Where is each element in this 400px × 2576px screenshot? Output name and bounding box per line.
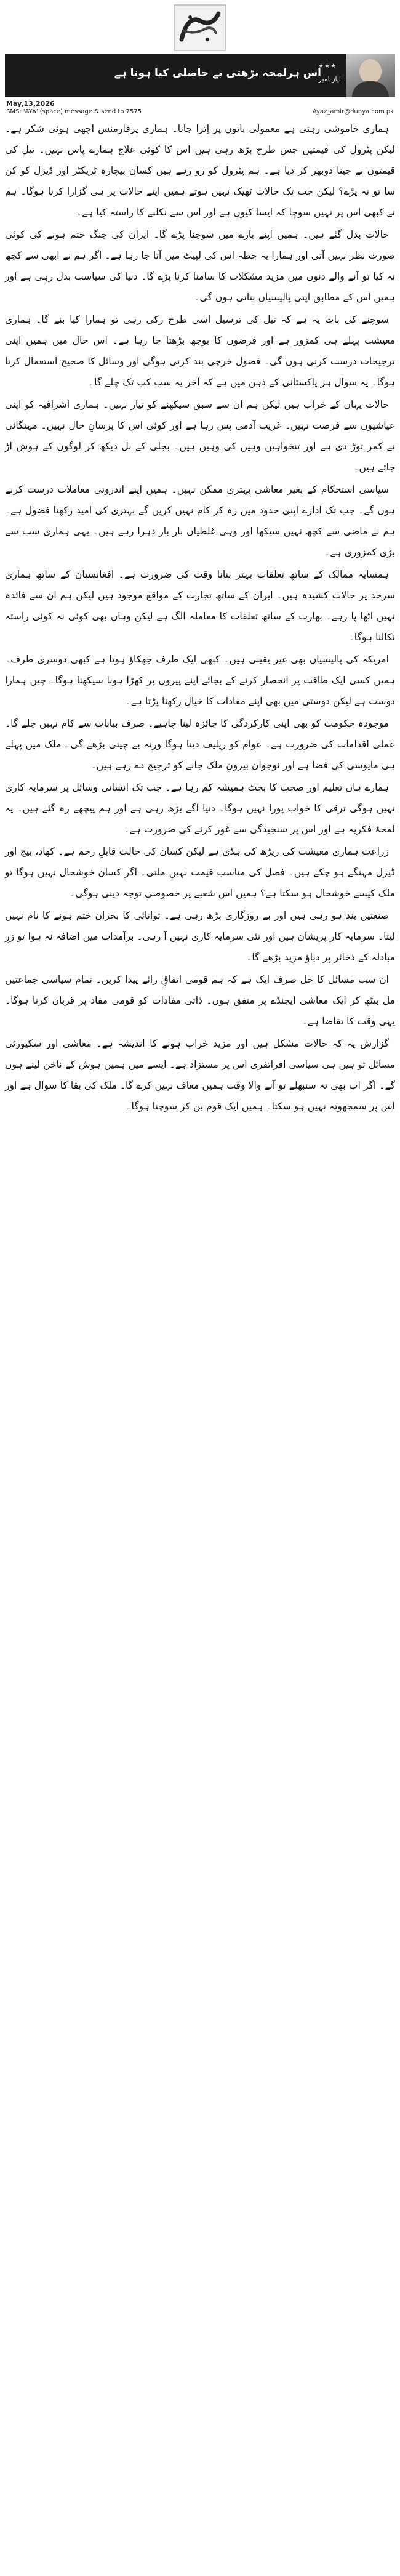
sms-instructions: SMS: 'AYA' (space) message & send to 7575 (6, 108, 142, 115)
rating-stars: ★★★ (318, 63, 337, 70)
author-name: ایاز امیر (318, 75, 341, 83)
article-paragraph: امریکہ کی پالیسیاں بھی غیر یقینی ہیں۔ کبھی ایک طرف جھکاؤ ہوتا ہے کبھی دوسری طرف۔ ہمیں کسی ایک طاقت پر انحصار کرنے کے بجائے اپنے پیروں پر کھڑا ہونا سیکھنا ہوگا۔ چین ہمارا دوست ہے لیکن دوستی میں بھی اپنے مفادات کا خیال رکھنا پڑتا ہے۔ (5, 654, 395, 707)
meta-row (5, 99, 395, 117)
article-paragraph: سیاسی استحکام کے بغیر معاشی بہتری ممکن نہیں۔ ہمیں اپنے اندرونی معاملات درست کرنے ہوں گے۔ جب تک ادارے اپنی حدود میں رہ کر کام نہیں کریں گے بہتری کی امید رکھنا فضول ہے۔ ہم نے ماضی سے کچھ نہیں سیکھا اور وہی غلطیاں بار بار دہرا رہے ہیں۔ یہی ہماری سب سے بڑی کمزوری ہے۔ (5, 484, 395, 558)
article-body (5, 118, 395, 1118)
article-paragraph: حالات بدل گئے ہیں۔ ہمیں اپنے بارے میں سوچنا پڑے گا۔ ایران کی جنگ ختم ہونے کی کوئی صورت نظر نہیں آتی اور ہمارا یہ خطہ اس کی لپیٹ میں آتا جا رہا ہے۔ اگر ہم نے ابھی سے کچھ نہ کیا تو آنے والے دنوں میں مزید مشکلات کا سامنا کرنا پڑے گا۔ دنیا کی سیاست بدل رہی ہے اور ہمیں اس کے مطابق اپنی پالیسیاں بنانی ہوں گی۔ (5, 229, 395, 303)
article-paragraph: گزارش یہ کہ حالات مشکل ہیں اور مزید خراب ہونے کا اندیشہ ہے۔ معاشی اور سکیورٹی مسائل تو ہیں ہی سیاسی افراتفری اس پر مستزاد ہے۔ ایسے میں ہمیں ہوش کے ناخن لینے ہوں گے۔ اگر اب بھی نہ سنبھلے تو آنے والا وقت ہمیں معاف نہیں کرے گا۔ ملک کی بقا کا سوال ہے اور اس پر سمجھوتہ نہیں ہو سکتا۔ ہمیں ایک قوم بن کر سوچنا ہوگا۔ (5, 1038, 395, 1112)
masthead (0, 0, 400, 55)
article-paragraph: ہمسایہ ممالک کے ساتھ تعلقات بہتر بنانا وقت کی ضرورت ہے۔ افغانستان کے ساتھ ہماری سرحد پر حالات کشیدہ ہیں۔ ایران کے ساتھ تجارت کے مواقع موجود ہیں لیکن ہم ان سے فائدہ نہیں اٹھا پا رہے۔ بھارت کے ساتھ تعلقات کا معاملہ الگ ہے لیکن وہاں بھی کوئی نہ کوئی راستہ نکالنا ہوگا۔ (5, 569, 395, 643)
author-photo (346, 54, 395, 97)
column-title: اس ہرلمحہ بڑھتی بے حاصلی کیا ہونا ہے (114, 67, 321, 79)
article-paragraph: زراعت ہماری معیشت کی ریڑھ کی ہڈی ہے لیکن کسان کی حالت قابلِ رحم ہے۔ کھاد، بیج اور ڈیزل مہنگے ہو چکے ہیں۔ فصل کی مناسب قیمت نہیں ملتی۔ اگر کسان خوشحال نہیں ہوگا تو ملک کیسے خوشحال ہو سکتا ہے؟ ہمیں اس شعبے پر خصوصی توجہ دینی ہوگی۔ (5, 846, 395, 899)
newspaper-logo (169, 2, 231, 53)
article-paragraph: ہمارے ہاں تعلیم اور صحت کا بجٹ ہمیشہ کم رہا ہے۔ جب تک انسانی وسائل پر سرمایہ کاری نہیں ہوگی ترقی کا خواب پورا نہیں ہوگا۔ دنیا آگے بڑھ رہی ہے اور ہم پیچھے رہ گئے ہیں۔ یہ لمحۂ فکریہ ہے اور اس پر سنجیدگی سے غور کرنے کی ضرورت ہے۔ (5, 782, 395, 835)
article-paragraph: صنعتیں بند ہو رہی ہیں اور بے روزگاری بڑھ رہی ہے۔ توانائی کا بحران ختم ہونے کا نام نہیں لیتا۔ سرمایہ کار پریشان ہیں اور نئی سرمایہ کاری نہیں آ رہی۔ برآمدات میں اضافہ نہ ہوا تو زرِ مبادلہ کے ذخائر پر دباؤ مزید بڑھے گا۔ (5, 910, 395, 963)
publish-date: May,13,2026 (6, 100, 55, 108)
author-photo-head (359, 59, 382, 84)
author-photo-body (352, 81, 389, 97)
article-paragraph: موجودہ حکومت کو بھی اپنی کارکردگی کا جائزہ لینا چاہیے۔ صرف بیانات سے کام نہیں چلے گا۔ عملی اقدامات کی ضرورت ہے۔ عوام کو ریلیف دینا ہوگا ورنہ بے چینی بڑھے گی۔ ملک میں پہلے ہی مایوسی کی فضا ہے اور نوجوان بیرونِ ملک جانے کو ترجیح دے رہے ہیں۔ (5, 718, 395, 771)
article-paragraph: حالات یہاں کے خراب ہیں لیکن ہم ان سے سبق سیکھنے کو تیار نہیں۔ ہماری اشرافیہ کو اپنی عیاشیوں سے فرصت نہیں۔ غریب آدمی پس رہا ہے اور کوئی اس کا پرسانِ حال نہیں۔ مہنگائی نے کمر توڑ دی ہے اور تنخواہیں وہیں کی وہیں ہیں۔ بجلی کے بل دیکھ کر لوگوں کے ہوش اڑ جاتے ہیں۔ (5, 399, 395, 473)
article-paragraph: ہماری خاموشی رہتی ہے معمولی باتوں پر اِترا جانا۔ ہماری پرفارمنس اچھی ہوئی شکر ہے۔ لیکن پٹرول کی قیمتیں جس طرح بڑھ رہی ہیں اس کا کوئی علاج ہمارے پاس نہیں۔ تیل کی قیمتوں نے جینا دوبھر کر دیا ہے۔ ہم پٹرول کو رو رہے ہیں کسان بیچارہ ٹریکٹر اور ڈیزل کو کن سا تو نہ پڑے؟ لیکن جب تک حالات ٹھیک نہیں ہوتے ہمیں اپنے حالات پر ہی گزارا کرنا ہوگا۔ ہم نے کبھی اس پر نہیں سوچا کہ ایسا کیوں ہے اور اس سے نکلنے کا راستہ کیا ہے۔ (5, 123, 395, 218)
byline-header (5, 54, 395, 97)
article-paragraph: ان سب مسائل کا حل صرف ایک ہے کہ ہم قومی اتفاقِ رائے پیدا کریں۔ تمام سیاسی جماعتیں مل بیٹھ کر ایک معاشی ایجنڈے پر متفق ہوں۔ ذاتی مفادات کو قومی مفاد پر قربان کرنا ہوگا۔ یہی وقت کا تقاضا ہے۔ (5, 974, 395, 1027)
author-email[interactable]: Ayaz_amir@dunya.com.pk (312, 108, 394, 115)
article-paragraph: سوچنے کی بات یہ ہے کہ تیل کی ترسیل اسی طرح رکی رہی تو ہمارا کیا بنے گا۔ ہماری معیشت پہلے ہی کمزور ہے اور قرضوں کا بوجھ بڑھتا جا رہا ہے۔ اس حال میں ہمیں اپنی ترجیحات درست کرنی ہوں گی۔ فضول خرچی بند کرنی ہوگی اور وسائل کا صحیح استعمال کرنا ہوگا۔ یہ سوال ہر پاکستانی کے ذہن میں ہے کہ آخر یہ سب کب تک چلے گا۔ (5, 314, 395, 388)
